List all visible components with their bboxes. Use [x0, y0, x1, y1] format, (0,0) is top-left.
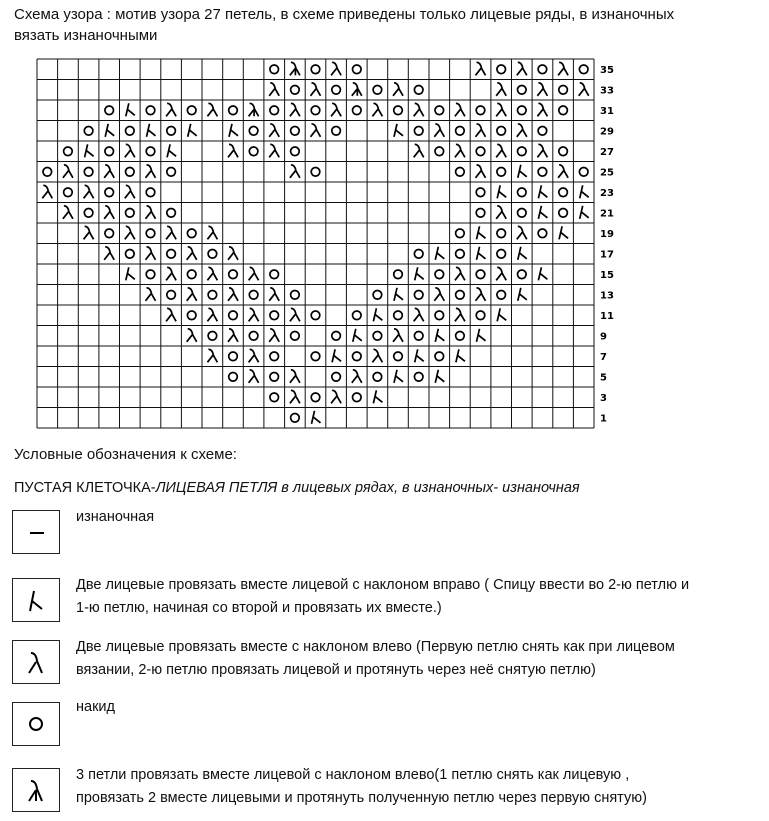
nakid-circle-icon — [394, 311, 403, 320]
left-decrease-icon — [455, 103, 465, 116]
left-decrease-icon — [125, 144, 135, 157]
left-decrease-icon — [476, 62, 486, 75]
nakid-circle-icon — [435, 270, 444, 279]
nakid-circle-icon — [311, 311, 320, 320]
triple-decrease-icon — [290, 62, 300, 75]
left-decrease-icon — [476, 124, 486, 137]
nakid-circle-icon — [538, 127, 547, 136]
legend-triple-decrease-line1: 3 петли провязать вместе лицевой с наклоном влево(1 петлю снять как лицевую , — [76, 767, 630, 783]
nakid-circle-icon — [332, 86, 341, 95]
nakid-circle-icon — [518, 86, 527, 95]
nakid-circle-icon — [270, 106, 279, 115]
nakid-circle-icon — [497, 127, 506, 136]
nakid-circle-icon — [229, 352, 238, 361]
right-decrease-icon — [435, 370, 444, 383]
left-decrease-icon — [207, 226, 217, 239]
nakid-circle-icon — [167, 291, 176, 300]
nakid-circle-icon — [518, 209, 527, 218]
nakid-circle-icon — [332, 332, 341, 341]
nakid-circle-icon — [167, 168, 176, 177]
nakid-circle-icon — [456, 291, 465, 300]
nakid-circle-icon — [456, 168, 465, 177]
legend-purl-line1: изнаночная — [76, 509, 155, 525]
nakid-circle-icon — [105, 147, 114, 156]
right-decrease-icon — [312, 411, 321, 424]
nakid-circle-icon — [291, 147, 300, 156]
nakid-circle-icon — [435, 106, 444, 115]
right-decrease-icon — [518, 247, 527, 260]
left-decrease-icon — [290, 165, 300, 178]
left-decrease-icon — [393, 329, 403, 342]
legend-left-decrease-line2: вязании, 2-ю петлю провязать лицевой и протянуть через неё снятую петлю) — [76, 662, 596, 678]
nakid-circle-icon — [291, 127, 300, 136]
left-decrease-icon — [496, 144, 506, 157]
nakid-circle-icon — [579, 168, 588, 177]
row-label: 31 — [600, 105, 614, 117]
nakid-circle-icon — [373, 86, 382, 95]
left-decrease-icon — [311, 83, 321, 96]
row-label: 1 — [600, 413, 607, 425]
legend-right-decrease-text — [76, 574, 764, 620]
nakid-circle-icon — [353, 352, 362, 361]
nakid-circle-icon — [394, 270, 403, 279]
legend-right-decrease-line2: 1-ю петлю, начиная со второй и провязать их вместе.) — [76, 600, 442, 616]
nakid-circle-icon — [456, 229, 465, 238]
nakid-circle-icon — [311, 352, 320, 361]
nakid-circle-icon — [291, 86, 300, 95]
triple-decrease-icon — [249, 103, 259, 116]
nakid-circle-icon — [518, 106, 527, 115]
nakid-circle-icon — [270, 270, 279, 279]
left-decrease-icon — [331, 103, 341, 116]
left-decrease-icon — [372, 349, 382, 362]
nakid-circle-icon — [476, 311, 485, 320]
nakid-circle-icon — [270, 311, 279, 320]
nakid-circle-icon — [187, 311, 196, 320]
legend-triple-decrease-line2: провязать 2 вместе лицевыми и протянуть полученную петлю через первую снятую) — [76, 790, 647, 806]
right-decrease-icon — [518, 288, 527, 301]
left-decrease-icon — [125, 185, 135, 198]
nakid-circle-icon — [476, 188, 485, 197]
nakid-circle-icon — [538, 229, 547, 238]
left-decrease-icon — [290, 390, 300, 403]
left-decrease-icon — [372, 103, 382, 116]
nakid-circle-icon — [229, 270, 238, 279]
nakid-circle-icon — [291, 291, 300, 300]
nakid-circle-icon — [208, 291, 217, 300]
right-decrease-icon — [147, 124, 156, 137]
right-decrease-icon — [167, 144, 176, 157]
nakid-circle-icon — [229, 373, 238, 382]
left-decrease-icon — [414, 103, 424, 116]
left-decrease-icon — [207, 308, 217, 321]
nakid-circle-icon — [84, 209, 93, 218]
nakid-circle-icon — [518, 188, 527, 197]
nakid-circle-icon — [270, 352, 279, 361]
right-decrease-icon — [477, 226, 486, 239]
left-decrease-icon — [352, 370, 362, 383]
left-decrease-icon — [414, 144, 424, 157]
legend-right-decrease-line1: Две лицевые провязать вместе лицевой с наклоном вправо ( Спицу ввести во 2-ю петлю и — [76, 577, 690, 593]
nakid-circle-icon — [538, 168, 547, 177]
left-decrease-icon — [207, 103, 217, 116]
left-decrease-icon — [455, 267, 465, 280]
row-label: 23 — [600, 187, 614, 199]
left-decrease-icon — [434, 124, 444, 137]
left-decrease-icon — [290, 370, 300, 383]
left-decrease-icon — [579, 83, 589, 96]
nakid-circle-icon — [414, 291, 423, 300]
nakid-circle-icon — [497, 229, 506, 238]
right-decrease-icon — [435, 329, 444, 342]
nakid-circle-icon — [43, 168, 52, 177]
left-decrease-icon — [187, 247, 197, 260]
row-label: 33 — [600, 85, 614, 97]
left-decrease-icon — [269, 124, 279, 137]
right-decrease-icon — [497, 185, 506, 198]
left-decrease-icon — [187, 288, 197, 301]
left-decrease-icon — [269, 329, 279, 342]
left-decrease-icon — [42, 185, 52, 198]
nakid-circle-icon — [497, 291, 506, 300]
left-decrease-icon — [228, 288, 238, 301]
nakid-circle-icon — [84, 168, 93, 177]
nakid-circle-icon — [311, 393, 320, 402]
right-decrease-icon — [497, 308, 506, 321]
right-decrease-icon — [105, 124, 114, 137]
nakid-circle-icon — [538, 65, 547, 74]
right-decrease-icon — [353, 329, 362, 342]
nakid-circle-icon — [291, 332, 300, 341]
nakid-circle-icon — [353, 106, 362, 115]
left-decrease-icon — [558, 165, 568, 178]
row-label: 13 — [600, 290, 614, 302]
left-decrease-icon — [249, 267, 259, 280]
nakid-circle-icon — [497, 250, 506, 259]
left-decrease-icon — [269, 144, 279, 157]
nakid-circle-icon — [187, 229, 196, 238]
left-decrease-icon — [517, 62, 527, 75]
right-decrease-icon — [477, 329, 486, 342]
row-label: 35 — [600, 64, 614, 76]
nakid-circle-icon — [476, 270, 485, 279]
nakid-circle-icon — [64, 147, 73, 156]
nakid-circle-icon — [249, 332, 258, 341]
right-decrease-icon — [559, 226, 568, 239]
left-decrease-icon — [13, 641, 59, 683]
nakid-circle-icon — [146, 188, 155, 197]
nakid-circle-icon — [414, 373, 423, 382]
row-label: 15 — [600, 269, 614, 281]
triple-decrease-icon — [13, 769, 59, 811]
left-decrease-icon — [269, 288, 279, 301]
nakid-circle-icon — [435, 147, 444, 156]
left-decrease-icon — [166, 267, 176, 280]
right-decrease-icon — [580, 206, 589, 219]
nakid-circle-icon — [64, 188, 73, 197]
left-decrease-icon — [558, 62, 568, 75]
legend-right-decrease-box — [12, 578, 60, 622]
right-decrease-icon — [373, 308, 382, 321]
legend-left-decrease-text — [76, 636, 764, 682]
nakid-circle-icon — [146, 106, 155, 115]
nakid-circle-icon — [456, 127, 465, 136]
nakid-circle-icon — [84, 127, 93, 136]
nakid-circle-icon — [353, 311, 362, 320]
nakid-circle-icon — [353, 393, 362, 402]
left-decrease-icon — [496, 103, 506, 116]
nakid-circle-icon — [559, 86, 568, 95]
empty-cell-note — [14, 480, 580, 496]
nakid-circle-icon — [476, 106, 485, 115]
right-decrease-icon — [415, 349, 424, 362]
left-decrease-icon — [517, 124, 527, 137]
left-decrease-icon — [537, 144, 547, 157]
left-decrease-icon — [331, 390, 341, 403]
right-decrease-icon — [394, 370, 403, 383]
nakid-circle-icon — [146, 229, 155, 238]
right-decrease-icon — [415, 267, 424, 280]
nakid-circle-icon — [435, 352, 444, 361]
left-decrease-icon — [290, 308, 300, 321]
nakid-circle-icon — [270, 373, 279, 382]
nakid-circle-icon — [187, 270, 196, 279]
nakid-circle-icon — [146, 147, 155, 156]
left-decrease-icon — [166, 308, 176, 321]
nakid-circle-icon — [456, 332, 465, 341]
left-decrease-icon — [249, 308, 259, 321]
nakid-circle-icon — [373, 291, 382, 300]
nakid-circle-icon — [394, 106, 403, 115]
triple-decrease-icon — [352, 83, 362, 96]
nakid-circle-icon — [559, 147, 568, 156]
empty-cell-italic: ЛИЦЕВАЯ ПЕТЛЯ в лицевых рядах, в изнаночных- изнаночная — [155, 480, 580, 496]
nakid-circle-icon — [414, 86, 423, 95]
left-decrease-icon — [146, 247, 156, 260]
right-decrease-icon — [126, 267, 135, 280]
circle-icon — [13, 703, 59, 745]
nakid-circle-icon — [497, 168, 506, 177]
nakid-circle-icon — [146, 270, 155, 279]
right-decrease-icon — [126, 103, 135, 116]
nakid-circle-icon — [311, 106, 320, 115]
left-decrease-icon — [207, 267, 217, 280]
nakid-circle-icon — [476, 147, 485, 156]
nakid-circle-icon — [414, 250, 423, 259]
nakid-circle-icon — [167, 127, 176, 136]
right-decrease-icon — [538, 267, 547, 280]
right-decrease-icon — [13, 579, 59, 621]
legend-nakid-box — [12, 702, 60, 746]
left-decrease-icon — [537, 103, 547, 116]
row-label: 11 — [600, 310, 614, 322]
nakid-circle-icon — [126, 168, 135, 177]
right-decrease-icon — [373, 390, 382, 403]
left-decrease-icon — [290, 103, 300, 116]
legend-title: Условные обозначения к схеме: — [14, 446, 237, 463]
left-decrease-icon — [393, 83, 403, 96]
nakid-circle-icon — [353, 65, 362, 74]
nakid-circle-icon — [559, 106, 568, 115]
row-label: 17 — [600, 249, 614, 261]
left-decrease-icon — [331, 62, 341, 75]
nakid-circle-icon — [456, 250, 465, 259]
nakid-circle-icon — [105, 188, 114, 197]
right-decrease-icon — [538, 185, 547, 198]
nakid-circle-icon — [208, 250, 217, 259]
nakid-circle-icon — [270, 393, 279, 402]
row-label: 25 — [600, 167, 614, 179]
left-decrease-icon — [311, 124, 321, 137]
nakid-circle-icon — [187, 106, 196, 115]
nakid-circle-icon — [167, 250, 176, 259]
left-decrease-icon — [146, 288, 156, 301]
left-decrease-icon — [125, 226, 135, 239]
right-decrease-icon — [435, 247, 444, 260]
nakid-circle-icon — [208, 332, 217, 341]
left-decrease-icon — [104, 165, 114, 178]
legend-purl-text — [76, 506, 764, 529]
right-decrease-icon — [456, 349, 465, 362]
legend-purl-box — [12, 510, 60, 554]
legend-nakid-text — [76, 696, 764, 719]
left-decrease-icon — [249, 370, 259, 383]
right-decrease-icon — [85, 144, 94, 157]
nakid-circle-icon — [311, 65, 320, 74]
nakid-circle-icon — [518, 270, 527, 279]
nakid-circle-icon — [249, 291, 258, 300]
nakid-circle-icon — [414, 332, 423, 341]
left-decrease-icon — [496, 267, 506, 280]
left-decrease-icon — [455, 308, 465, 321]
nakid-circle-icon — [105, 229, 114, 238]
legend-triple-decrease-box — [12, 768, 60, 812]
left-decrease-icon — [228, 247, 238, 260]
nakid-circle-icon — [126, 209, 135, 218]
row-label: 9 — [600, 331, 607, 343]
right-decrease-icon — [229, 124, 238, 137]
left-decrease-icon — [228, 144, 238, 157]
left-decrease-icon — [434, 288, 444, 301]
nakid-circle-icon — [249, 127, 258, 136]
legend-triple-decrease-text — [76, 764, 764, 810]
left-decrease-icon — [187, 329, 197, 342]
left-decrease-icon — [249, 349, 259, 362]
right-decrease-icon — [394, 124, 403, 137]
nakid-circle-icon — [126, 127, 135, 136]
nakid-circle-icon — [373, 332, 382, 341]
nakid-circle-icon — [311, 168, 320, 177]
left-decrease-icon — [104, 206, 114, 219]
dash-icon — [13, 511, 59, 553]
row-label: 7 — [600, 351, 607, 363]
empty-cell-prefix: ПУСТАЯ КЛЕТОЧКА- — [14, 480, 156, 496]
right-decrease-icon — [188, 124, 197, 137]
left-decrease-icon — [146, 206, 156, 219]
left-decrease-icon — [517, 226, 527, 239]
right-decrease-icon — [332, 349, 341, 362]
left-decrease-icon — [496, 83, 506, 96]
nakid-circle-icon — [229, 106, 238, 115]
nakid-circle-icon — [579, 65, 588, 74]
right-decrease-icon — [538, 206, 547, 219]
nakid-circle-icon — [497, 65, 506, 74]
left-decrease-icon — [269, 83, 279, 96]
left-decrease-icon — [496, 206, 506, 219]
right-decrease-icon — [518, 165, 527, 178]
row-label: 27 — [600, 146, 614, 158]
left-decrease-icon — [455, 144, 465, 157]
left-decrease-icon — [63, 206, 73, 219]
nakid-circle-icon — [249, 147, 258, 156]
legend-left-decrease-box — [12, 640, 60, 684]
row-label: 3 — [600, 392, 607, 404]
row-label: 21 — [600, 208, 614, 220]
nakid-circle-icon — [167, 209, 176, 218]
nakid-circle-icon — [414, 127, 423, 136]
row-label: 5 — [600, 372, 607, 384]
nakid-circle-icon — [476, 209, 485, 218]
nakid-circle-icon — [559, 188, 568, 197]
left-decrease-icon — [207, 349, 217, 362]
left-decrease-icon — [166, 103, 176, 116]
left-decrease-icon — [63, 165, 73, 178]
description-line-1: Схема узора : мотив узора 27 петель, в схеме приведены только лицевые ряды, в изнаночных — [14, 6, 675, 23]
nakid-circle-icon — [559, 209, 568, 218]
left-decrease-icon — [476, 165, 486, 178]
row-label: 19 — [600, 228, 614, 240]
nakid-circle-icon — [229, 311, 238, 320]
left-decrease-icon — [166, 226, 176, 239]
nakid-circle-icon — [373, 373, 382, 382]
legend-nakid-line1: накид — [76, 699, 115, 715]
nakid-circle-icon — [105, 106, 114, 115]
nakid-circle-icon — [332, 127, 341, 136]
nakid-circle-icon — [518, 147, 527, 156]
left-decrease-icon — [84, 185, 94, 198]
left-decrease-icon — [146, 165, 156, 178]
right-decrease-icon — [580, 185, 589, 198]
row-label: 29 — [600, 126, 614, 138]
nakid-circle-icon — [332, 373, 341, 382]
legend-left-decrease-line1: Две лицевые провязать вместе с наклоном влево (Первую петлю снять как при лицевом — [76, 639, 675, 655]
description-line-2: вязать изнаночными — [14, 27, 158, 44]
nakid-circle-icon — [291, 414, 300, 423]
left-decrease-icon — [228, 329, 238, 342]
left-decrease-icon — [476, 288, 486, 301]
right-decrease-icon — [394, 288, 403, 301]
nakid-circle-icon — [435, 311, 444, 320]
left-decrease-icon — [84, 226, 94, 239]
nakid-circle-icon — [126, 250, 135, 259]
left-decrease-icon — [104, 247, 114, 260]
nakid-circle-icon — [394, 352, 403, 361]
left-decrease-icon — [414, 308, 424, 321]
right-decrease-icon — [477, 247, 486, 260]
nakid-circle-icon — [270, 65, 279, 74]
left-decrease-icon — [537, 83, 547, 96]
